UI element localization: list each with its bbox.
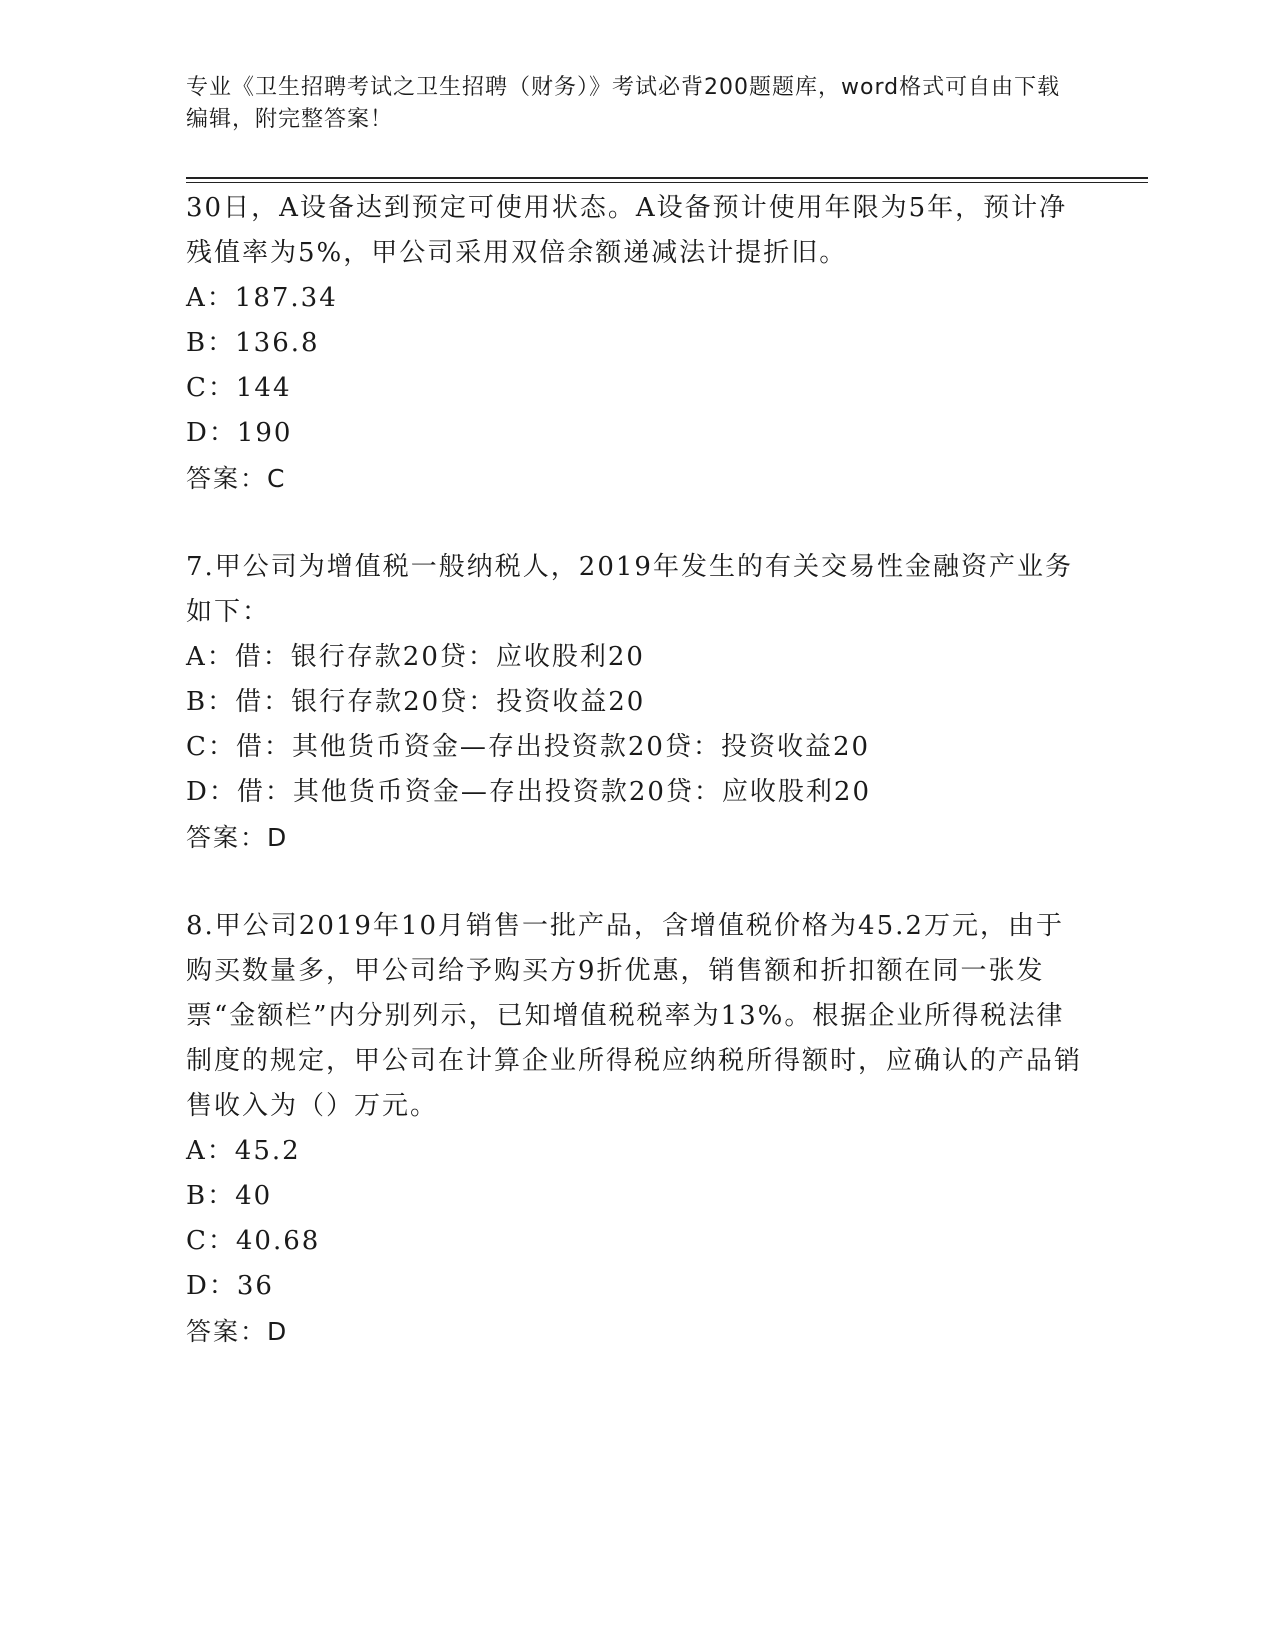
option-d: D：36 [186,1271,274,1301]
answer: 答案：D [186,1317,289,1346]
option-d: D：借：其他货币资金—存出投资款20贷：应收股利20 [186,777,872,807]
question-8 [186,904,1086,1354]
option-b: B：借：银行存款20贷：投资收益20 [186,687,646,717]
question-6 [186,186,1086,501]
header-rule-thin [186,182,1148,183]
question-7 [186,545,1086,860]
answer: 答案：D [186,823,289,852]
question-text: 30日，A设备达到预定可使用状态。A设备预计使用年限为5年，预计净残值率为5%，甲公司采用双倍余额递减法计提折旧。 [186,193,1068,268]
option-a: A：借：银行存款20贷：应收股利20 [186,642,645,672]
option-a: A：187.34 [186,283,338,313]
option-c: C：借：其他货币资金—存出投资款20贷：投资收益20 [186,732,871,762]
document-body [186,186,1086,1354]
option-c: C：40.68 [186,1226,321,1256]
header-rule-thick [186,177,1148,179]
question-text: 8.甲公司2019年10月销售一批产品，含增值税价格为45.2万元，由于购买数量多，甲公司给予购买方9折优惠，销售额和折扣额在同一张发票“金额栏”内分别列示，已知增值税税率为13%。根据企业所得税法律制度的规定，甲公司在计算企业所得税应纳税所得额时，应确认的产品销售收入为（）万元。 [186,911,1083,1121]
option-c: C：144 [186,373,292,403]
option-b: B：136.8 [186,328,320,358]
option-b: B：40 [186,1181,273,1211]
answer: 答案：C [186,464,287,493]
option-a: A：45.2 [186,1136,301,1166]
option-d: D：190 [186,418,293,448]
question-text: 7.甲公司为增值税一般纳税人，2019年发生的有关交易性金融资产业务如下： [186,552,1073,627]
document-header: 专业《卫生招聘考试之卫生招聘（财务）》考试必背200题题库，word格式可自由下载编辑，附完整答案！ [186,75,1061,132]
